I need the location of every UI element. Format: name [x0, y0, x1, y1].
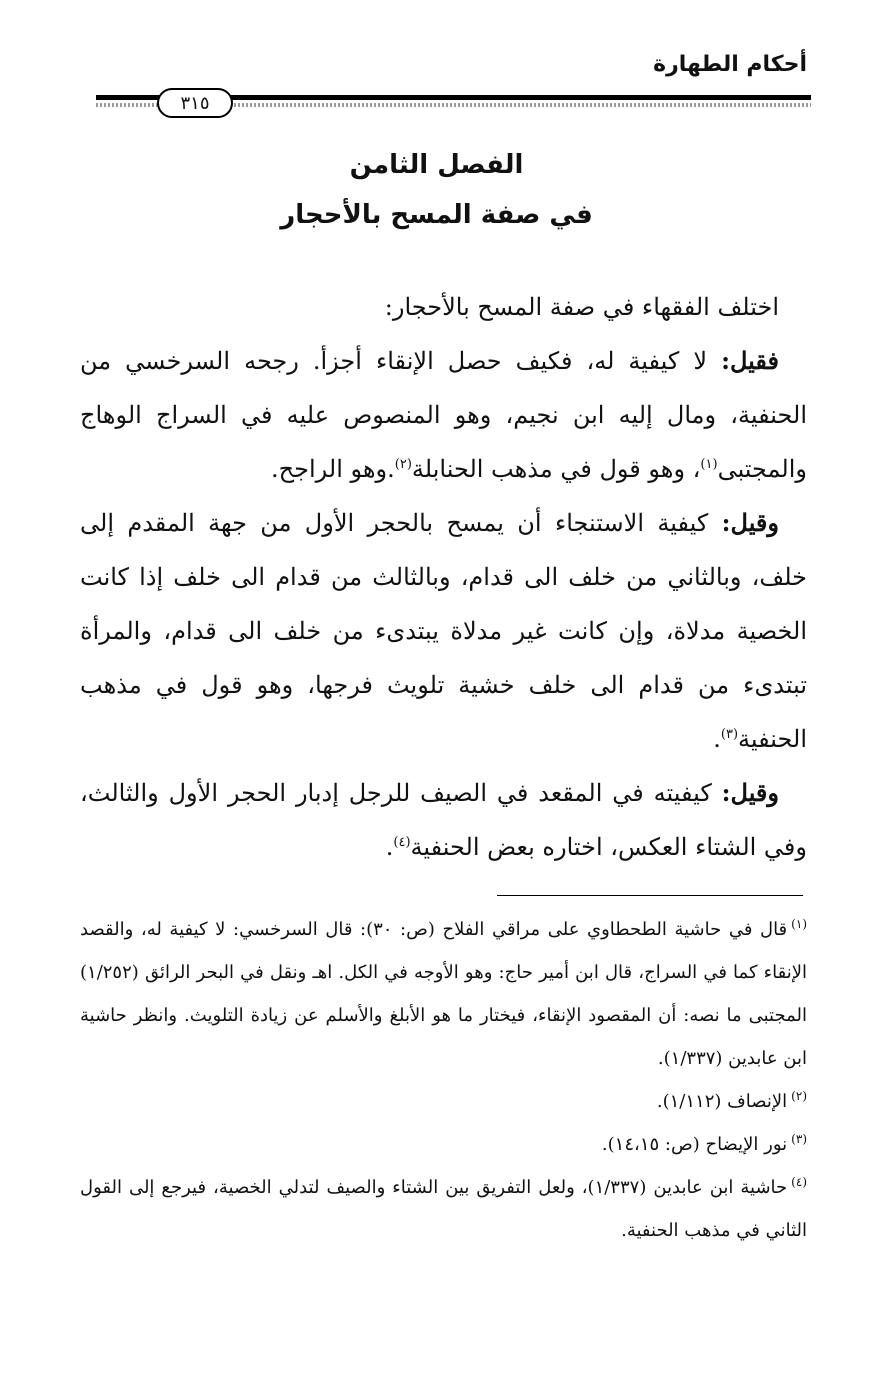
- chapter-title: الفصل الثامن: [349, 150, 524, 180]
- page-number: [157, 88, 233, 118]
- footnote-text: قال في حاشية الطحطاوي على مراقي الفلاح (ص: ٣٠): قال السرخسي: لا كيفية له، والقصد الإنقاء كما في السراج، قال ابن أمير حاج: وهو الأوجه في الكل. اهـ ونقل في البحر الرائق (١/٢٥٢) المجتبى ما نصه: أن المقصود الإنقاء، فيختار ما هو الأبلغ والأسلم عن زيادة التلويث. وانظر حاشية ابن عابدين (١/٣٣٧).: [80, 919, 808, 1069]
- footnote-number: (٤): [791, 1175, 807, 1189]
- page-number-text: ٣١٥: [180, 92, 210, 114]
- footnote-separator: [497, 895, 803, 896]
- paragraph-3: [80, 766, 807, 874]
- footnote-ref[interactable]: (١): [700, 457, 718, 472]
- footnote-text: حاشية ابن عابدين (١/٣٣٧)، ولعل التفريق بين الشتاء والصيف لتدلي الخصية، فيرجع إلى القول الثاني في مذهب الحنفية.: [80, 1177, 807, 1241]
- footnote-4: [80, 1166, 807, 1252]
- footnote-number: (٣): [791, 1132, 807, 1146]
- paragraph-lead: فقيل:: [721, 346, 779, 375]
- header-rule-dotted-left: [96, 103, 166, 107]
- footnote-2: [80, 1080, 807, 1123]
- running-title: أحكام الطهارة: [653, 52, 807, 77]
- header-rule-dotted-right: [226, 103, 811, 107]
- footnote-1: [80, 908, 807, 1080]
- paragraph-text: لا كيفية له، فكيف حصل الإنقاء أجزأ. رجحه السرخسي من الحنفية، ومال إليه ابن نجيم، وهو المنصوص عليه في السراج الوهاج والمجتبى: [80, 347, 807, 483]
- intro-paragraph: اختلف الفقهاء في صفة المسح بالأحجار:: [384, 293, 779, 321]
- paragraph-text: .: [713, 725, 721, 753]
- chapter-subtitle: في صفة المسح بالأحجار: [280, 200, 593, 230]
- footnote-ref[interactable]: (٣): [720, 727, 739, 742]
- footnote-number: (١): [791, 917, 807, 931]
- paragraph-1: [80, 334, 807, 496]
- paragraph-text: ، وهو قول في مذهب الحنابلة: [411, 455, 701, 483]
- paragraph-text: .وهو الراجح.: [271, 455, 395, 483]
- footnote-text: الإنصاف (١/١١٢).: [656, 1091, 788, 1112]
- footnote-ref[interactable]: (٤): [393, 835, 411, 850]
- main-text: [80, 280, 807, 874]
- footnote-3: [80, 1123, 807, 1166]
- footnote-text: نور الإيضاح (ص: ١٤،١٥).: [601, 1134, 788, 1155]
- paragraph-text: كيفيته في المقعد في الصيف للرجل إدبار الحجر الأول والثالث، وفي الشتاء العكس، اختاره بعض الحنفية: [80, 779, 807, 861]
- paragraph-text: كيفية الاستنجاء أن يمسح بالحجر الأول من جهة المقدم إلى خلف، وبالثاني من خلف الى قدام، وبالثالث من قدام الى خلف إذا كانت الخصية مدلاة، وإن كانت غير مدلاة يبتدىء من خلف الى قدام، والمرأة تبتدىء من قدام الى خلف خشية تلويث فرجها، وهو قول في مذهب الحنفية: [80, 509, 808, 753]
- footnote-ref[interactable]: (٢): [394, 457, 412, 472]
- footnote-number: (٢): [791, 1089, 807, 1103]
- paragraph-2: [80, 496, 807, 766]
- paragraph-lead: وقيل:: [721, 778, 779, 807]
- footnotes: [80, 908, 807, 1252]
- paragraph-text: .: [385, 833, 394, 861]
- paragraph-lead: وقيل:: [721, 508, 779, 537]
